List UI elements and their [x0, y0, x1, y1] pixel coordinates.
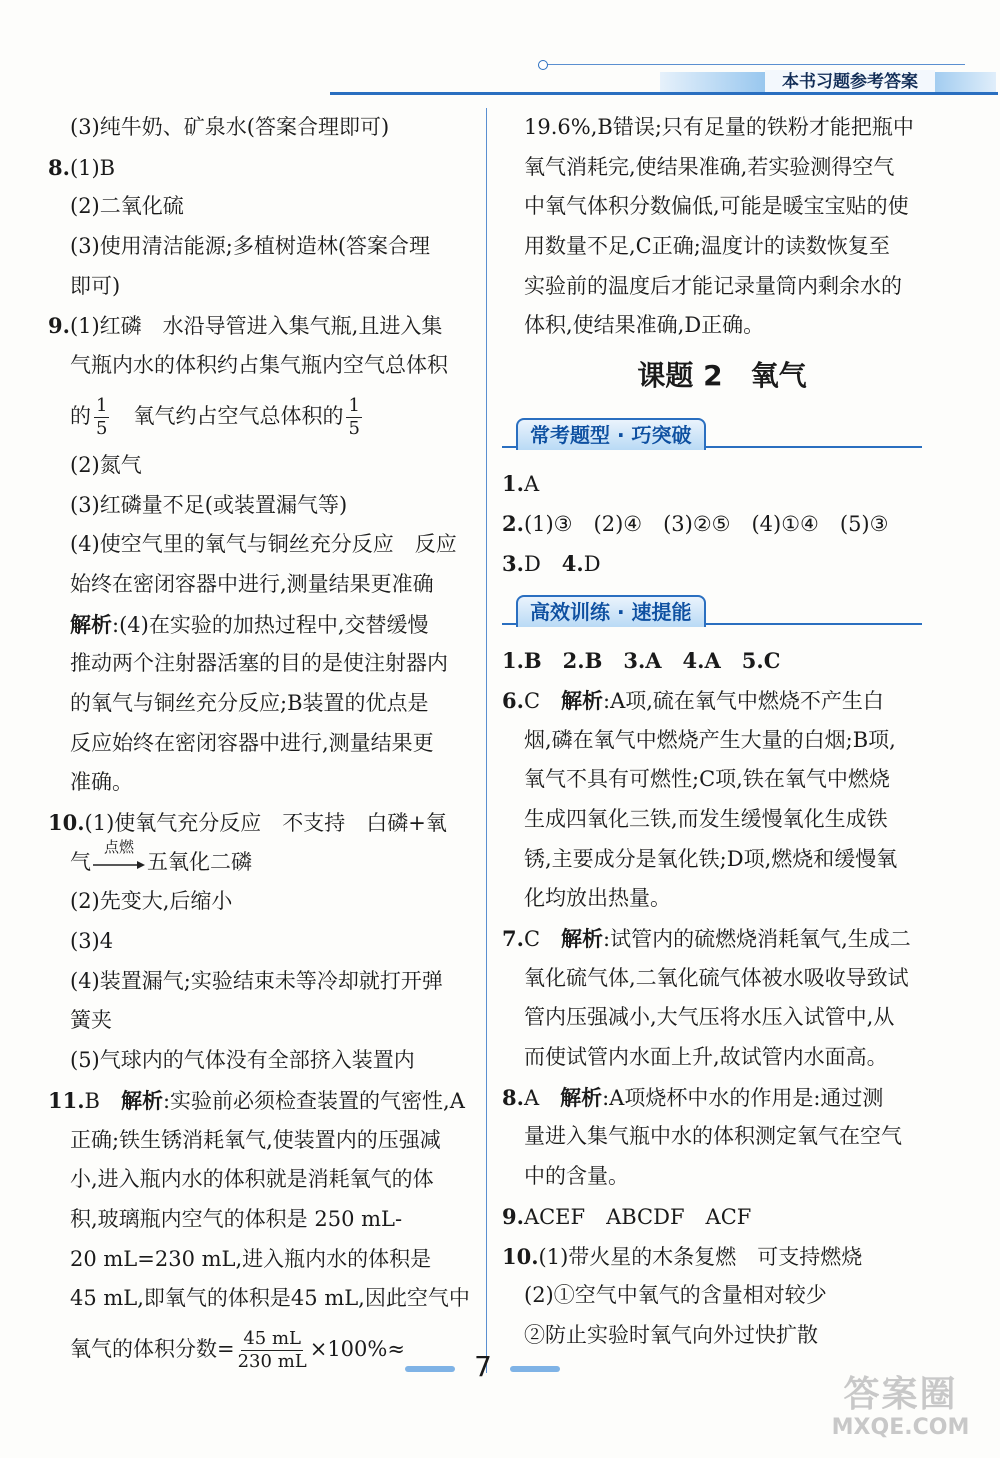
header-thin-rule — [545, 64, 965, 65]
text-fragment: 的 — [70, 403, 91, 428]
text-line: (5)气球内的气体没有全部挤入装置内 — [70, 1048, 415, 1073]
text-line: 小,进入瓶内水的体积就是消耗氧气的体 — [70, 1167, 434, 1192]
answer-1 — [502, 464, 942, 504]
question-number: 6. — [502, 687, 524, 713]
text-line: (3)4 — [70, 929, 114, 954]
analysis-label: 解析 — [561, 687, 604, 713]
text-line: :(4)在实验的加热过程中,交替缓慢 — [112, 612, 429, 637]
analysis-label: 解析 — [70, 611, 112, 637]
watermark-url: MXQE.COM — [831, 1415, 970, 1440]
question-number: 4. — [561, 550, 584, 576]
header-rule — [330, 92, 998, 95]
text-line: (4)装置漏气;实验结束未等冷却就打开弹 — [70, 968, 443, 993]
page-number-decoration-right — [510, 1366, 560, 1372]
question-number: 1. — [502, 471, 524, 497]
text-fragment: :A项,硫在氧气中燃烧不产生白 — [603, 688, 884, 713]
text-line: ②防止实验时氧气向外过快扩散 — [524, 1322, 818, 1347]
text-line: (1)③ (2)④ (3)②⑤ (4)①④ (5)③ — [523, 511, 889, 536]
fraction-line — [48, 386, 473, 446]
watermark — [808, 1375, 993, 1441]
text-fragment: :实验前必须检查装置的气密性,A — [162, 1088, 465, 1113]
question-number: 10. — [48, 810, 85, 835]
fraction-volume — [238, 1328, 307, 1373]
answer-1-5: 1.B 2.B 3.A 4.A 5.C — [502, 648, 781, 674]
header-dot — [538, 60, 548, 70]
analysis-label: 解析 — [561, 926, 604, 951]
text-line: 实验前的温度后才能记录量筒内剩余水的 — [524, 273, 902, 298]
answer-9 — [502, 1197, 942, 1237]
text-fragment: B — [84, 1088, 121, 1113]
lesson-title: 课题 2 氧气 — [637, 359, 807, 393]
banner-label: 常考题型 · 巧突破 — [516, 418, 706, 450]
text-line: 中的含量。 — [524, 1164, 629, 1189]
text-fragment: ×100%≈ — [309, 1336, 405, 1361]
text-line: (2)氮气 — [70, 452, 142, 477]
text-line: 用数量不足,C正确;温度计的读数恢复至 — [524, 234, 890, 259]
question-number: 8. — [48, 154, 70, 180]
header-title: 本书习题参考答案 — [765, 70, 935, 94]
text-line: 量进入集气瓶中水的体积测定氧气在空气 — [524, 1124, 902, 1149]
answer-10 — [502, 1237, 942, 1277]
text-line: (1)使氧气充分反应 不支持 白磷+氧 — [84, 811, 447, 835]
text-fragment: 氧气的体积分数= — [70, 1336, 235, 1361]
text-line: (1)红磷 水沿导管进入集气瓶,且进入集 — [69, 314, 443, 339]
text-line: 45 mL,即氧气的体积是45 mL,因此空气中 — [70, 1286, 470, 1311]
right-column — [502, 108, 942, 1356]
text-line: 始终在密闭容器中进行,测量结果更准确 — [70, 571, 434, 596]
answer-11 — [48, 1081, 473, 1121]
section-banner-2 — [502, 583, 942, 641]
text-fragment: C — [523, 688, 562, 713]
answer-7 — [502, 919, 942, 959]
analysis-line — [48, 605, 473, 645]
text-line: 氧气消耗完,使结果准确,若实验测得空气 — [524, 154, 895, 179]
text-line: (3)纯牛奶、矿泉水(答案合理即可) — [70, 115, 390, 139]
question-number: 9. — [502, 1203, 524, 1229]
banner-label: 高效训练 · 速提能 — [516, 595, 706, 627]
left-column — [48, 108, 473, 1379]
text-line: 推动两个注射器活塞的目的是使注射器内 — [70, 651, 448, 676]
text-line: 锈,主要成分是氧化铁;D项,燃烧和缓慢氧 — [524, 846, 898, 871]
answer-8 — [48, 148, 473, 188]
text-line: (1)带火星的木条复燃 可支持燃烧 — [538, 1244, 863, 1269]
text-fragment: D — [523, 551, 562, 576]
question-number: 8. — [502, 1084, 524, 1110]
text-fragment: 气 — [70, 849, 91, 874]
question-number: 11. — [48, 1087, 85, 1113]
text-fragment: A — [523, 1085, 561, 1110]
text-line: 气瓶内水的体积约占集气瓶内空气总体积 — [70, 353, 448, 378]
answer-3-4 — [502, 544, 942, 584]
section-banner-1 — [502, 406, 942, 464]
fraction-one-fifth — [346, 395, 361, 440]
question-number: 2. — [502, 510, 524, 536]
arrow-icon — [93, 861, 145, 869]
text-line: 烟,磷在氧气中燃烧产生大量的白烟;B项, — [524, 727, 896, 752]
text-fragment: :试管内的硫燃烧消耗氧气,生成二 — [603, 927, 911, 951]
text-line: 20 mL=230 mL,进入瓶内水的体积是 — [70, 1246, 432, 1271]
text-fragment: D — [583, 551, 601, 576]
analysis-label: 解析 — [560, 1084, 603, 1110]
text-line: ACEF ABCDF ACF — [523, 1204, 752, 1229]
text-line: (3)使用清洁能源;多植树造林(答案合理 — [70, 234, 431, 259]
text-line: 簧夹 — [70, 1008, 112, 1033]
text-fragment: 五氧化二磷 — [147, 849, 252, 874]
page-number-decoration-left — [405, 1366, 455, 1372]
text-line: 的氧气与铜丝充分反应;B装置的优点是 — [70, 690, 429, 715]
text-line: (3)红磷量不足(或装置漏气等) — [70, 492, 348, 517]
text-fragment: 氧气约占空气总体积的 — [112, 403, 344, 428]
text-line: 准确。 — [70, 770, 133, 795]
fraction-numerator: 1 — [348, 394, 360, 416]
fraction-denominator: 5 — [348, 417, 360, 439]
text-line: 19.6%,B错误;只有足量的铁粉才能把瓶中 — [524, 115, 914, 139]
analysis-label: 解析 — [120, 1087, 163, 1113]
column-divider — [486, 108, 487, 1373]
text-line: (2)①空气中氧气的含量相对较少 — [524, 1283, 827, 1308]
answer-6 — [502, 681, 942, 721]
reaction-condition: 点燃 — [103, 838, 134, 857]
answer-10 — [48, 803, 473, 843]
answer-2 — [502, 504, 942, 544]
text-line: 化均放出热量。 — [524, 886, 671, 911]
text-line: 中氧气体积分数偏低,可能是暖宝宝贴的使 — [524, 194, 909, 219]
text-line: (2)二氧化硫 — [70, 194, 184, 219]
text-line: 体积,使结果准确,D正确。 — [524, 313, 765, 338]
fraction-numerator: 1 — [96, 394, 108, 416]
text-line: (2)先变大,后缩小 — [70, 889, 233, 914]
text-fragment: C — [523, 927, 562, 951]
text-line: 而使试管内水面上升,故试管内水面高。 — [524, 1045, 888, 1070]
text-line: 正确;铁生锈消耗氧气,使装置内的压强减 — [70, 1127, 441, 1152]
page-number: 7 — [474, 1350, 492, 1383]
text-line: 管内压强减小,大气压将水压入试管中,从 — [524, 1005, 895, 1030]
text-line: (4)使空气里的氧气与铜丝充分反应 反应 — [70, 532, 457, 557]
fraction-denominator: 5 — [96, 417, 108, 439]
text-line: 积,玻璃瓶内空气的体积是 250 mL- — [70, 1206, 403, 1231]
question-number: 7. — [502, 926, 524, 951]
text-line: 即可) — [70, 273, 121, 298]
text-line: 氧气不具有可燃性;C项,铁在氧气中燃烧 — [524, 767, 890, 792]
reaction-arrow — [93, 838, 145, 873]
fraction-one-fifth — [94, 395, 109, 440]
answer-8 — [502, 1078, 942, 1118]
text-line: 反应始终在密闭容器中进行,测量结果更 — [70, 730, 434, 755]
fraction-denominator: 230 mL — [237, 1350, 307, 1372]
answer-9 — [48, 306, 473, 346]
question-number: 3. — [502, 550, 524, 576]
fraction-numerator: 45 mL — [243, 1327, 301, 1349]
equation-line — [48, 838, 473, 883]
text-line: 生成四氧化三铁,而发生缓慢氧化生成铁 — [524, 806, 888, 831]
watermark-title: 答案圈 — [843, 1374, 958, 1415]
text-line: A — [523, 472, 540, 497]
text-fragment: :A项烧杯中水的作用是:通过测 — [602, 1085, 884, 1110]
text-line: (1)B — [69, 155, 116, 180]
question-number: 10. — [502, 1243, 539, 1269]
text-line: 氧化硫气体,二氧化硫气体被水吸收导致试 — [524, 965, 909, 990]
question-number: 9. — [48, 313, 70, 339]
